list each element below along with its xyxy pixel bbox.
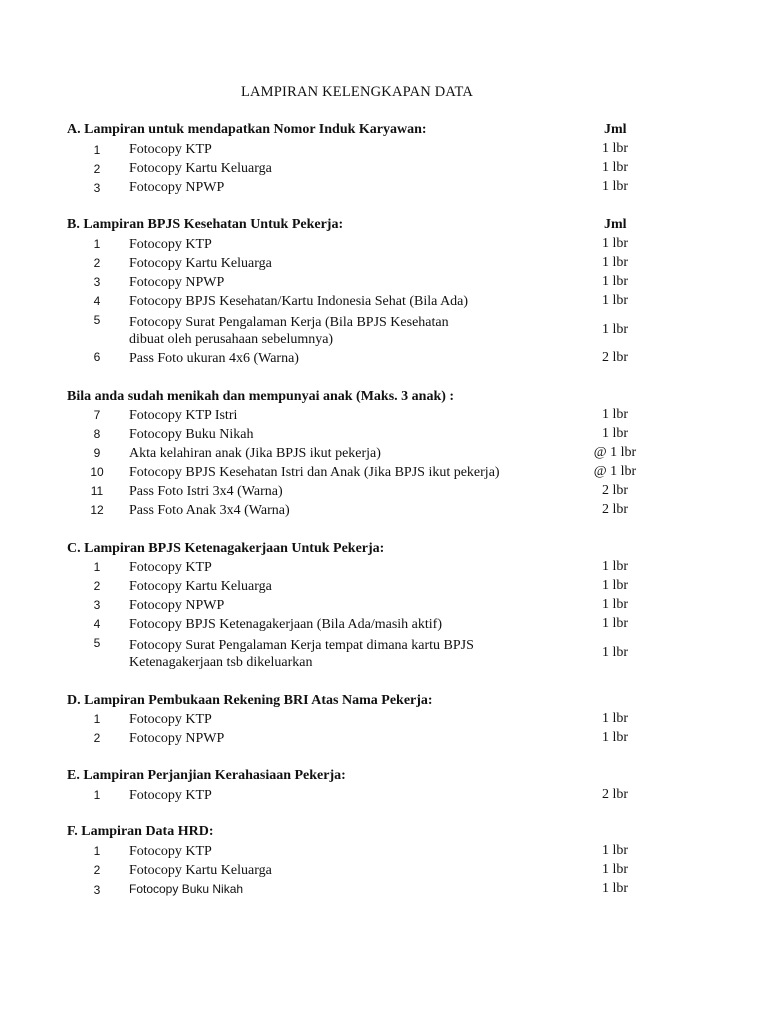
item-description: Fotocopy BPJS Kesehatan/Kartu Indonesia Sehat (Bila Ada) [129,294,469,309]
item-description: Fotocopy Kartu Keluarga [129,863,272,878]
item-number: 1 [93,560,101,574]
item-number: 12 [90,503,104,517]
section-d-heading: D. Lampiran Pembukaan Rekening BRI Atas Nama Pekerja: [67,693,433,708]
item-number: 7 [93,408,101,422]
item-quantity: 1 lbr [601,236,629,251]
item-quantity: 1 lbr [601,578,629,593]
item-number: 1 [93,712,101,726]
item-number: 1 [93,143,101,157]
item-number: 3 [93,181,101,195]
item-description-line-2: Ketenagakerjaan tsb dikeluarkan [129,655,313,670]
item-description: Fotocopy BPJS Kesehatan Istri dan Anak (Jika BPJS ikut pekerja) [129,465,500,480]
item-description: Fotocopy NPWP [129,275,225,290]
item-quantity: 1 lbr [601,179,629,194]
item-quantity: 1 lbr [601,559,629,574]
item-number: 6 [93,350,101,364]
item-quantity: 2 lbr [601,787,629,802]
item-description: Fotocopy KTP [129,142,212,157]
item-description: Fotocopy KTP [129,237,212,252]
item-description: Fotocopy KTP [129,712,212,727]
section-b-jml-header: Jml [604,217,627,232]
item-quantity: 1 lbr [601,293,629,308]
item-number: 3 [93,883,101,897]
section-b-heading: B. Lampiran BPJS Kesehatan Untuk Pekerja: [67,217,344,232]
item-quantity: 1 lbr [601,426,629,441]
item-description: Fotocopy NPWP [129,598,225,613]
section-a-jml-header: Jml [604,122,627,137]
item-quantity: 1 lbr [601,141,629,156]
item-quantity: 1 lbr [601,407,629,422]
item-number: 1 [93,844,101,858]
item-number: 2 [93,162,101,176]
item-number: 2 [93,731,101,745]
item-quantity: 1 lbr [601,843,629,858]
item-quantity: 1 lbr [601,711,629,726]
item-description: Fotocopy KTP [129,844,212,859]
item-description: Fotocopy Kartu Keluarga [129,579,272,594]
item-quantity: 1 lbr [601,881,629,896]
item-number: 5 [93,636,101,650]
section-c-heading: C. Lampiran BPJS Ketenagakerjaan Untuk Pekerja: [67,541,385,556]
item-number: 11 [90,484,104,498]
item-quantity: 1 lbr [601,255,629,270]
section-e-heading: E. Lampiran Perjanjian Kerahasiaan Pekerja: [67,768,346,783]
item-quantity: 1 lbr [601,597,629,612]
section-f-heading: F. Lampiran Data HRD: [67,824,214,839]
item-description: Fotocopy Buku Nikah [129,427,254,442]
item-number: 4 [93,294,101,308]
item-description: Fotocopy Buku Nikah [129,882,244,896]
item-number: 2 [93,256,101,270]
item-description: Fotocopy Kartu Keluarga [129,161,272,176]
item-description: Fotocopy KTP Istri [129,408,238,423]
item-quantity: 2 lbr [601,350,629,365]
item-description: Fotocopy KTP [129,788,212,803]
item-number: 2 [93,863,101,877]
item-quantity: @ 1 lbr [593,445,637,460]
item-quantity: 1 lbr [601,730,629,745]
item-description: Pass Foto Anak 3x4 (Warna) [129,503,290,518]
item-quantity: 1 lbr [601,160,629,175]
item-description: Pass Foto ukuran 4x6 (Warna) [129,351,299,366]
item-description: Akta kelahiran anak (Jika BPJS ikut pekerja) [129,446,381,461]
section-a-heading: A. Lampiran untuk mendapatkan Nomor Induk Karyawan: [67,122,427,137]
item-number: 9 [93,446,101,460]
item-number: 8 [93,427,101,441]
item-description: Fotocopy Kartu Keluarga [129,256,272,271]
item-quantity: 1 lbr [601,862,629,877]
page-title: LAMPIRAN KELENGKAPAN DATA [240,84,474,100]
item-quantity: @ 1 lbr [593,464,637,479]
item-description: Pass Foto Istri 3x4 (Warna) [129,484,283,499]
section-married-heading: Bila anda sudah menikah dan mempunyai anak (Maks. 3 anak) : [67,389,455,404]
item-description-line-1: Fotocopy Surat Pengalaman Kerja (Bila BPJS Kesehatan [129,315,449,330]
item-number: 3 [93,275,101,289]
item-description-line-1: Fotocopy Surat Pengalaman Kerja tempat dimana kartu BPJS [129,638,474,653]
item-description: Fotocopy KTP [129,560,212,575]
item-description: Fotocopy NPWP [129,731,225,746]
item-quantity: 2 lbr [601,483,629,498]
item-quantity: 1 lbr [601,322,629,337]
item-number: 1 [93,788,101,802]
item-number: 5 [93,313,101,327]
item-description-line-2: dibuat oleh perusahaan sebelumnya) [129,332,334,347]
item-number: 1 [93,237,101,251]
item-number: 3 [93,598,101,612]
item-description: Fotocopy NPWP [129,180,225,195]
item-quantity: 2 lbr [601,502,629,517]
item-quantity: 1 lbr [601,616,629,631]
item-number: 4 [93,617,101,631]
item-quantity: 1 lbr [601,645,629,660]
item-number: 10 [90,465,104,479]
item-number: 2 [93,579,101,593]
item-quantity: 1 lbr [601,274,629,289]
item-description: Fotocopy BPJS Ketenagakerjaan (Bila Ada/masih aktif) [129,617,442,632]
